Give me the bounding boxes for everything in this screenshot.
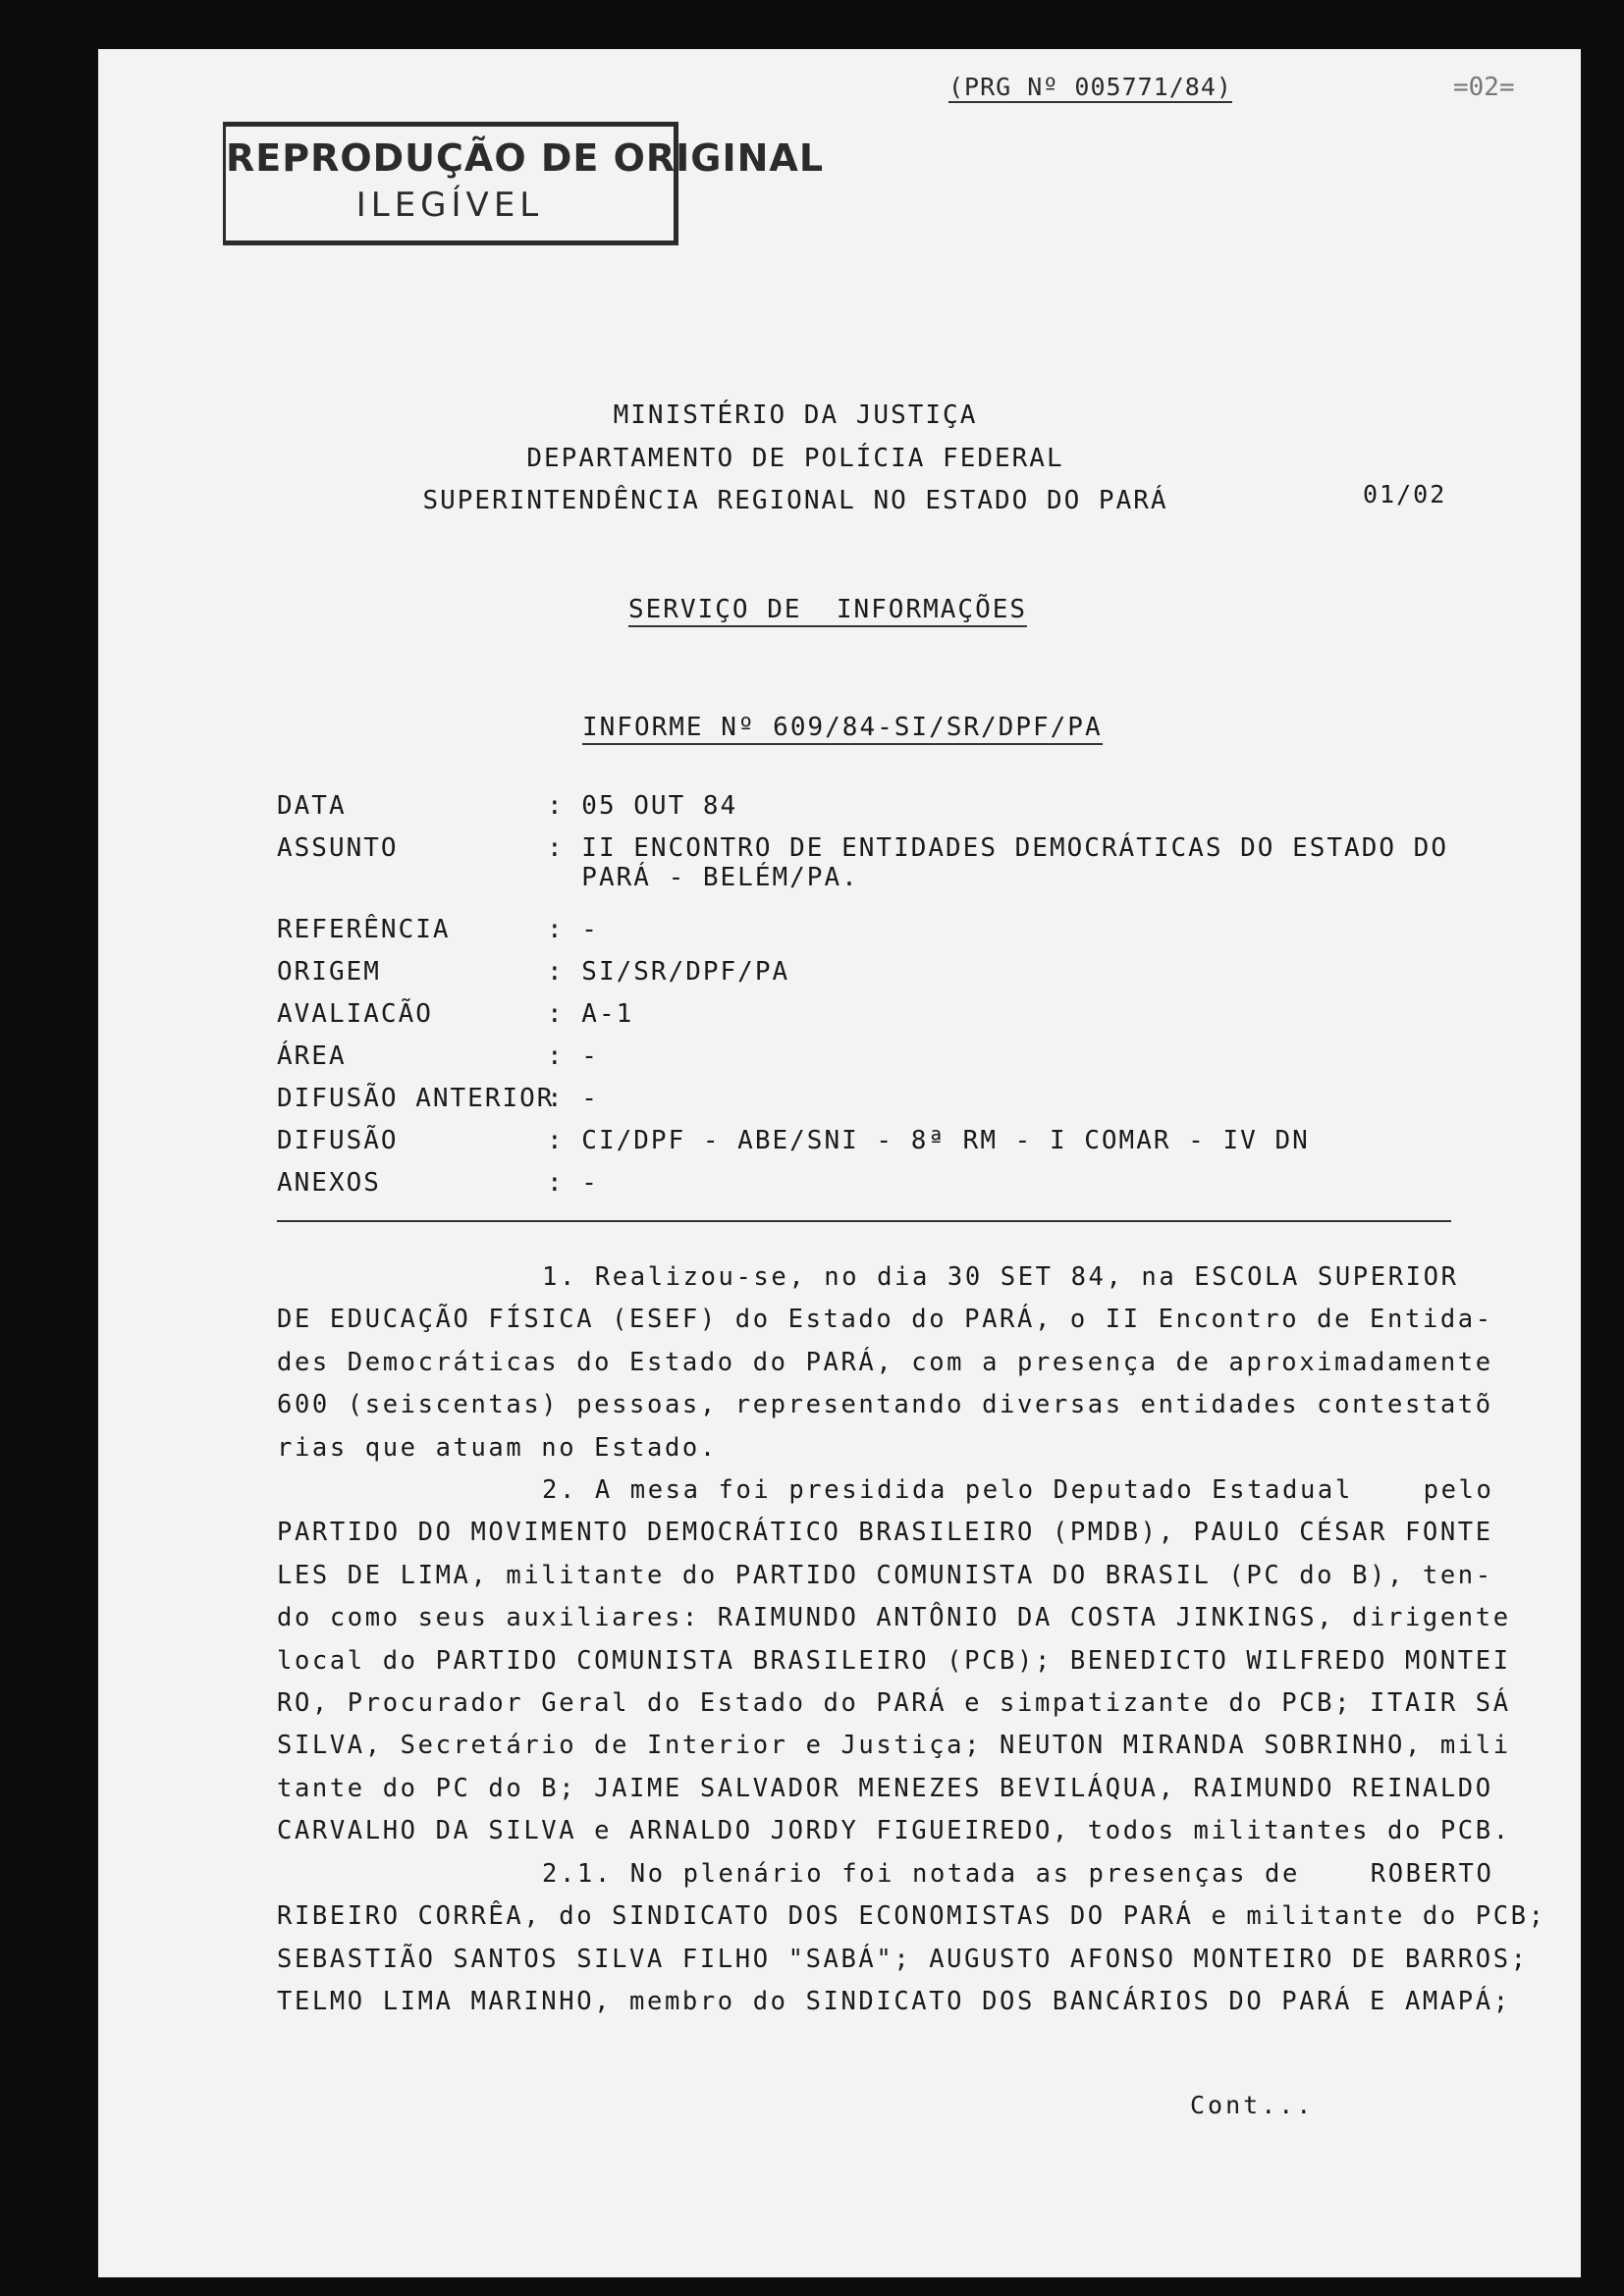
field-value: : II ENCONTRO DE ENTIDADES DEMOCRÁTICAS DO ESTADO DO PARÁ - BELÉM/PA. bbox=[547, 833, 1448, 892]
body-line: LES DE LIMA, militante do PARTIDO COMUNISTA DO BRASIL (PC do B), ten- bbox=[277, 1560, 1493, 1590]
body-line: TELMO LIMA MARINHO, membro do SINDICATO DOS BANCÁRIOS DO PARÁ E AMAPÁ; bbox=[277, 1986, 1511, 2016]
body-line: RIBEIRO CORRÊA, do SINDICATO DOS ECONOMISTAS DO PARÁ e militante do PCB; bbox=[277, 1901, 1546, 1932]
page-count: 01/02 bbox=[1363, 480, 1447, 508]
field-value: : - bbox=[547, 1168, 599, 1198]
field-value: : CI/DPF - ABE/SNI - 8ª RM - I COMAR - IV DN bbox=[547, 1126, 1310, 1155]
stamp-line-2: ILEGÍVEL bbox=[355, 186, 544, 225]
field-label: AVALIACÃO bbox=[277, 999, 433, 1029]
field-value: : - bbox=[547, 915, 599, 944]
superintendence-heading: SUPERINTENDÊNCIA REGIONAL NO ESTADO DO PARÁ bbox=[422, 486, 1168, 515]
field-row-referencia bbox=[277, 915, 1485, 957]
body-line: SEBASTIÃO SANTOS SILVA FILHO "SABÁ"; AUGUSTO AFONSO MONTEIRO DE BARROS; bbox=[277, 1944, 1529, 1974]
field-row-origem bbox=[277, 957, 1485, 999]
department-heading: DEPARTAMENTO DE POLÍCIA FEDERAL bbox=[526, 444, 1064, 473]
body-line: des Democráticas do Estado do PARÁ, com a presença de aproximadamente bbox=[277, 1347, 1493, 1377]
document-page bbox=[98, 49, 1581, 2277]
field-label: DIFUSÃO ANTERIOR bbox=[277, 1084, 555, 1113]
ministry-heading: MINISTÉRIO DA JUSTIÇA bbox=[613, 400, 978, 430]
field-value: : 05 OUT 84 bbox=[547, 791, 738, 821]
field-value: : SI/SR/DPF/PA bbox=[547, 957, 790, 987]
body-line: DE EDUCAÇÃO FÍSICA (ESEF) do Estado do PARÁ, o II Encontro de Entida- bbox=[277, 1305, 1493, 1335]
body-line: RO, Procurador Geral do Estado do PARÁ e simpatizante do PCB; ITAIR SÁ bbox=[277, 1688, 1511, 1719]
field-row-difusao-anterior bbox=[277, 1084, 1485, 1126]
body-line: 2. A mesa foi presidida pelo Deputado Estadual pelo bbox=[542, 1475, 1494, 1506]
field-label: DIFUSÃO bbox=[277, 1126, 399, 1155]
body-line: 600 (seiscentas) pessoas, representando diversas entidades contestatõ bbox=[277, 1390, 1493, 1420]
stamp-line-1: REPRODUÇÃO DE ORIGINAL bbox=[226, 136, 825, 180]
field-label: ORIGEM bbox=[277, 957, 381, 987]
corner-page-mark: =02= bbox=[1453, 73, 1515, 102]
field-row-data bbox=[277, 791, 1485, 833]
field-value: : - bbox=[547, 1041, 599, 1071]
header-fields bbox=[277, 791, 1485, 1210]
body-line: PARTIDO DO MOVIMENTO DEMOCRÁTICO BRASILEIRO (PMDB), PAULO CÉSAR FONTE bbox=[277, 1518, 1493, 1548]
process-reference-number: (PRG Nº 005771/84) bbox=[948, 73, 1232, 101]
field-value: : - bbox=[547, 1084, 599, 1113]
body-line: local do PARTIDO COMUNISTA BRASILEIRO (PCB); BENEDICTO WILFREDO MONTEI bbox=[277, 1645, 1511, 1676]
field-row-difusao bbox=[277, 1126, 1485, 1168]
field-label: ÁREA bbox=[277, 1041, 347, 1071]
field-value: : A-1 bbox=[547, 999, 634, 1029]
body-line: tante do PC do B; JAIME SALVADOR MENEZES BEVILÁQUA, RAIMUNDO REINALDO bbox=[277, 1773, 1493, 1803]
field-row-avaliacao bbox=[277, 999, 1485, 1041]
service-title: SERVIÇO DE INFORMAÇÕES bbox=[628, 595, 1027, 627]
separator-rule bbox=[277, 1220, 1451, 1222]
body-line: SILVA, Secretário de Interior e Justiça; NEUTON MIRANDA SOBRINHO, mili bbox=[277, 1731, 1511, 1761]
field-label: ASSUNTO bbox=[277, 833, 399, 863]
field-label: ANEXOS bbox=[277, 1168, 381, 1198]
illegible-original-stamp bbox=[223, 122, 825, 245]
field-row-area bbox=[277, 1041, 1485, 1084]
body-line: rias que atuam no Estado. bbox=[277, 1432, 718, 1463]
field-row-assunto bbox=[277, 833, 1485, 915]
body-line: 2.1. No plenário foi notada as presenças de ROBERTO bbox=[542, 1858, 1494, 1889]
body-line: 1. Realizou-se, no dia 30 SET 84, na ESCOLA SUPERIOR bbox=[542, 1262, 1459, 1292]
field-label: DATA bbox=[277, 791, 347, 821]
body-line: do como seus auxiliares: RAIMUNDO ANTÔNIO DA COSTA JINKINGS, dirigente bbox=[277, 1603, 1511, 1633]
continuation-marker: Cont... bbox=[1190, 2091, 1315, 2119]
field-row-anexos bbox=[277, 1168, 1485, 1210]
field-label: REFERÊNCIA bbox=[277, 915, 451, 944]
report-body bbox=[277, 1256, 1546, 2023]
body-line: CARVALHO DA SILVA e ARNALDO JORDY FIGUEIREDO, todos militantes do PCB. bbox=[277, 1816, 1511, 1846]
informe-title: INFORME Nº 609/84-SI/SR/DPF/PA bbox=[582, 713, 1103, 745]
